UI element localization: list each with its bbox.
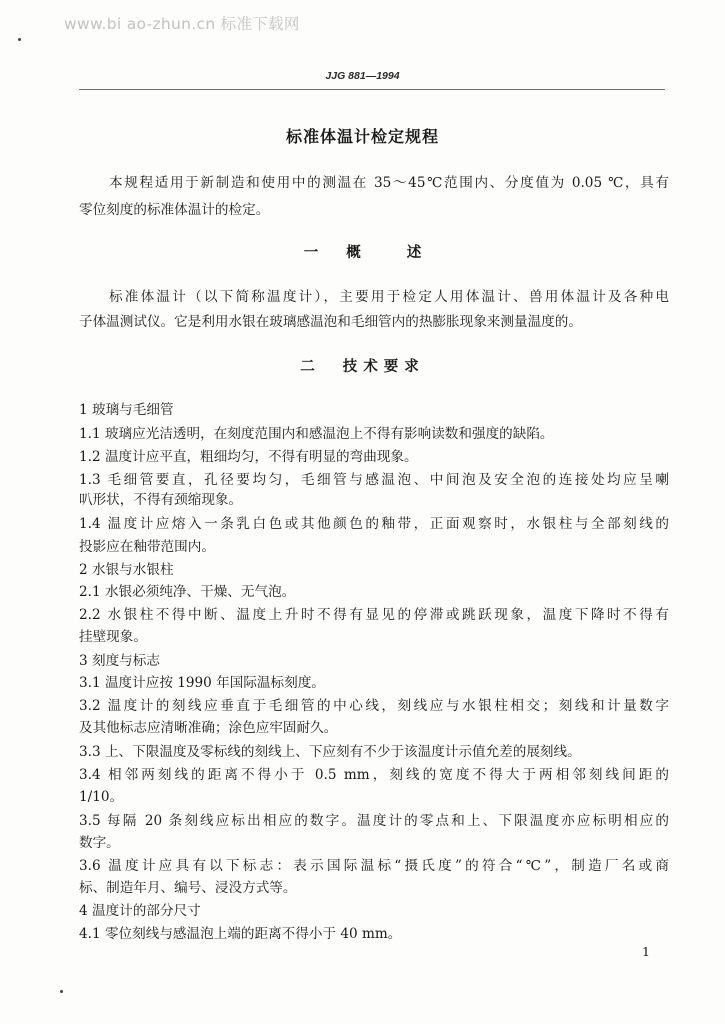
- clause-line: 3.3 上、下限温度及零标线的刻线上、下应刻有不少于该温度计示值允差的展刻线。: [79, 744, 581, 760]
- chapter-2-number: 二: [300, 359, 315, 375]
- scan-speck: [18, 38, 21, 41]
- chapter-1-number: 一: [303, 245, 319, 261]
- watermark-text: www.bi ao-zhun.cn 标准下载网: [64, 15, 300, 33]
- chapter-1-line-2: 子体温测试仪。它是利用水银在玻璃感温泡和毛细管内的热膨胀现象来测量温度的。: [79, 314, 582, 330]
- clause-line: 1.2 温度计应平直，粗细均匀，不得有明显的弯曲现象。: [79, 449, 418, 465]
- document-title: 标准体温计检定规程: [285, 127, 439, 146]
- chapter-2-title: 技术要求: [342, 359, 425, 375]
- clause-line: 3.6 温度计应具有以下标志：表示国际温标“摄氏度”的符合“℃”，制造厂名或商: [79, 858, 669, 874]
- clause-line: 4.1 零位刻线与感温泡上端的距离不得小于 40 mm。: [79, 926, 402, 942]
- chapter-2-heading: [0, 355, 725, 376]
- clause-continuation: 挂壁现象。: [79, 629, 147, 645]
- chapter-1-heading: [0, 241, 725, 262]
- clause-continuation: 投影应在釉带范围内。: [79, 539, 215, 555]
- clause-line: 3.2 温度计的刻线应垂直于毛细管的中心线，刻线应与水银柱相交；刻线和计量数字: [79, 698, 669, 714]
- section-heading: 1 玻璃与毛细管: [79, 402, 174, 418]
- intro-line-1: 本规程适用于新制造和使用中的测温在 35～45℃范围内、分度值为 0.05 ℃，具有: [109, 175, 669, 191]
- clause-continuation: 及其他标志应清晰准确；涂色应牢固耐久。: [79, 720, 338, 736]
- scan-speck: [60, 990, 63, 993]
- clause-line: 1.3 毛细管要直，孔径要均匀，毛细管与感温泡、中间泡及安全泡的连接处均应呈喇: [79, 472, 669, 488]
- standard-code: JJG 881—1994: [325, 70, 400, 82]
- clause-line: 1.1 玻璃应光洁透明，在刻度范围内和感温泡上不得有影响读数和强度的缺陷。: [79, 426, 554, 442]
- clause-line: 3.1 温度计应按 1990 年国际温标刻度。: [79, 675, 325, 691]
- clause-line: 2.1 水银必须纯净、干燥、无气泡。: [79, 584, 296, 600]
- section-heading: 2 水银与水银柱: [79, 562, 174, 578]
- clause-line: 3.5 每隔 20 条刻线应标出相应的数字。温度计的零点和上、下限温度亦应标明相应的: [79, 813, 669, 829]
- chapter-1-title: 概述: [346, 245, 468, 261]
- section-heading: 4 温度计的部分尺寸: [79, 903, 201, 919]
- clause-continuation: 标、制造年月、编号、浸没方式等。: [79, 880, 297, 896]
- section-heading: 3 刻度与标志: [79, 653, 160, 669]
- clause-line: 3.4 相邻两刻线的距离不得小于 0.5 mm，刻线的宽度不得大于两相邻刻线间距的: [79, 767, 669, 783]
- clause-continuation: 1/10。: [79, 789, 124, 805]
- chapter-1-line-1: 标准体温计（以下简称温度计），主要用于检定人用体温计、兽用体温计及各种电: [109, 289, 669, 305]
- clause-continuation: 叭形状，不得有颈缩现象。: [79, 492, 243, 508]
- intro-line-2: 零位刻度的标准体温计的检定。: [79, 202, 270, 218]
- page-number: 1: [642, 944, 650, 959]
- clause-line: 2.2 水银柱不得中断、温度上升时不得有显见的停滞或跳跃现象，温度下降时不得有: [79, 607, 669, 623]
- clause-line: 1.4 温度计应熔入一条乳白色或其他颜色的釉带，正面观察时，水银柱与全部刻线的: [79, 516, 669, 532]
- header-rule: [79, 89, 665, 90]
- clause-continuation: 数字。: [79, 835, 120, 851]
